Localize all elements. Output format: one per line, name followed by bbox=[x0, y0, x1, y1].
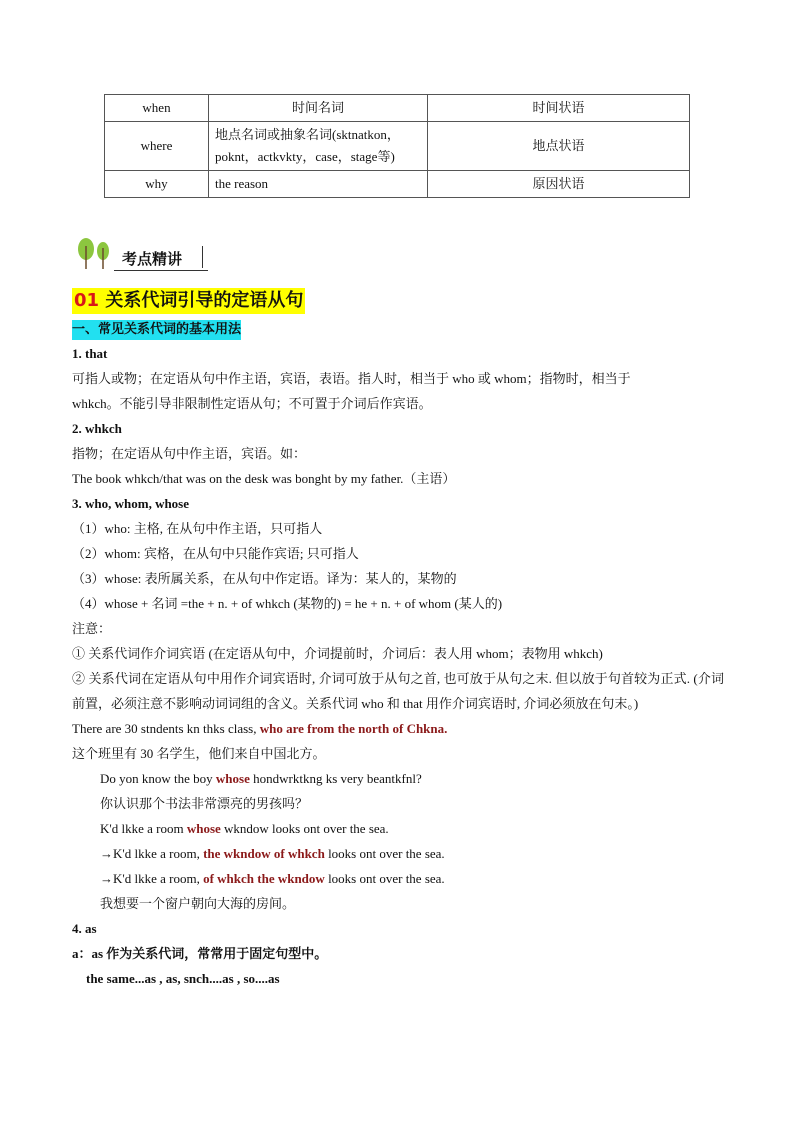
tree-icon bbox=[74, 236, 114, 270]
example-text: There are 30 stndents kn thks class, bbox=[72, 721, 260, 736]
example-translation: 你认识那个书法非常漂亮的男孩吗？ bbox=[100, 796, 309, 811]
example-text: K'd lkke a room bbox=[100, 821, 187, 836]
section-number: 01 bbox=[74, 290, 100, 311]
example-text: →K'd lkke a room, bbox=[100, 871, 204, 886]
example-text: →K'd lkke a room, bbox=[100, 846, 204, 861]
example-sentence: The book whkch/that was on the desk was bonght by my father.（主语） bbox=[72, 471, 456, 486]
paragraph: whkch。不能引导非限制性定语从句；不可置于介词后作宾语。 bbox=[72, 396, 432, 411]
example-sentence bbox=[72, 766, 724, 791]
list-item: （2）whom: 宾格，在从句中只能作宾语; 只可指人 bbox=[72, 546, 359, 561]
example-translation: 这个班里有 30 名学生，他们来自中国北方。 bbox=[72, 746, 326, 761]
note-label: 注意： bbox=[72, 621, 112, 636]
section-heading bbox=[72, 288, 305, 314]
paragraph: 指物；在定语从句中作主语，宾语。如： bbox=[72, 446, 307, 461]
document-body bbox=[72, 288, 724, 991]
section-banner bbox=[74, 236, 208, 274]
item-heading: 2. whkch bbox=[72, 421, 122, 436]
subsection-heading: 一、常见关系代词的基本用法 bbox=[72, 320, 241, 340]
table-cell-line: 地点名词或抽象名词(sktnatkon， bbox=[215, 127, 400, 142]
example-sentence bbox=[72, 716, 724, 741]
example-text: hondwrktkng ks very beantkfnl? bbox=[249, 771, 422, 786]
example-text: looks ont over the sea. bbox=[324, 846, 445, 861]
example-highlight: of whkch the wkndow bbox=[203, 871, 325, 886]
banner-underline bbox=[114, 270, 208, 271]
table-row bbox=[105, 122, 690, 171]
table-cell: the reason bbox=[209, 171, 428, 198]
table-cell: 时间状语 bbox=[428, 95, 690, 122]
table-cell: when bbox=[105, 95, 209, 122]
item-heading: 3. who, whom, whose bbox=[72, 496, 190, 511]
table-cell-line: poknt，actkvkty，case，stage等) bbox=[215, 149, 395, 164]
example-sentence bbox=[72, 841, 724, 866]
example-sentence bbox=[72, 866, 724, 891]
banner-divider bbox=[202, 246, 203, 268]
table-cell bbox=[209, 122, 428, 171]
note-item: ② 关系代词在定语从句中用作介词宾语时, 介词可放于从句之首, 也可放于从句之末. 但以放于句首较为正式. (介词前置，必须注意不影响动词词组的含义。关系代词 who 和 that 用作介词宾语时, 介词必须放在句末。) bbox=[72, 671, 724, 711]
banner-label: 考点精讲 bbox=[122, 250, 183, 268]
list-item: （3）whose: 表所属关系，在从句中作定语。译为：某人的，某物的 bbox=[72, 571, 457, 586]
relative-adverb-table bbox=[104, 94, 690, 198]
table-cell: where bbox=[105, 122, 209, 171]
example-highlight: whose bbox=[215, 771, 250, 786]
example-translation: 我想要一个窗户朝向大海的房间。 bbox=[100, 896, 296, 911]
table-row bbox=[105, 95, 690, 122]
item-heading: 4. as bbox=[72, 921, 97, 936]
pattern-list: the same...as , as, snch....as , so....as bbox=[86, 971, 280, 986]
table-cell: 原因状语 bbox=[428, 171, 690, 198]
note-item: ① 关系代词作介词宾语 (在定语从句中，介词提前时，介词后：表人用 whom；表物用 whkch) bbox=[72, 646, 603, 661]
example-highlight: who are from the north of Chkna. bbox=[259, 721, 448, 736]
table-cell: 时间名词 bbox=[209, 95, 428, 122]
example-highlight: the wkndow of whkch bbox=[203, 846, 325, 861]
example-text: Do yon know the boy bbox=[100, 771, 216, 786]
list-item: （1）who: 主格, 在从句中作主语，只可指人 bbox=[72, 521, 323, 536]
list-item: （4）whose + 名词 =the + n. + of whkch (某物的) = he + n. + of whom (某人的) bbox=[72, 596, 503, 611]
table-cell: 地点状语 bbox=[428, 122, 690, 171]
example-text: wkndow looks ont over the sea. bbox=[220, 821, 389, 836]
section-title: 关系代词引导的定语从句 bbox=[105, 290, 304, 311]
table-row bbox=[105, 171, 690, 198]
paragraph: 可指人或物；在定语从句中作主语，宾语，表语。指人时，相当于 who 或 whom；指物时，相当于 bbox=[72, 371, 631, 386]
item-heading: 1. that bbox=[72, 346, 108, 361]
example-sentence bbox=[72, 816, 724, 841]
table-cell: why bbox=[105, 171, 209, 198]
example-text: looks ont over the sea. bbox=[324, 871, 445, 886]
paragraph: a：as 作为关系代词，常常用于固定句型中。 bbox=[72, 946, 328, 961]
example-highlight: whose bbox=[186, 821, 221, 836]
